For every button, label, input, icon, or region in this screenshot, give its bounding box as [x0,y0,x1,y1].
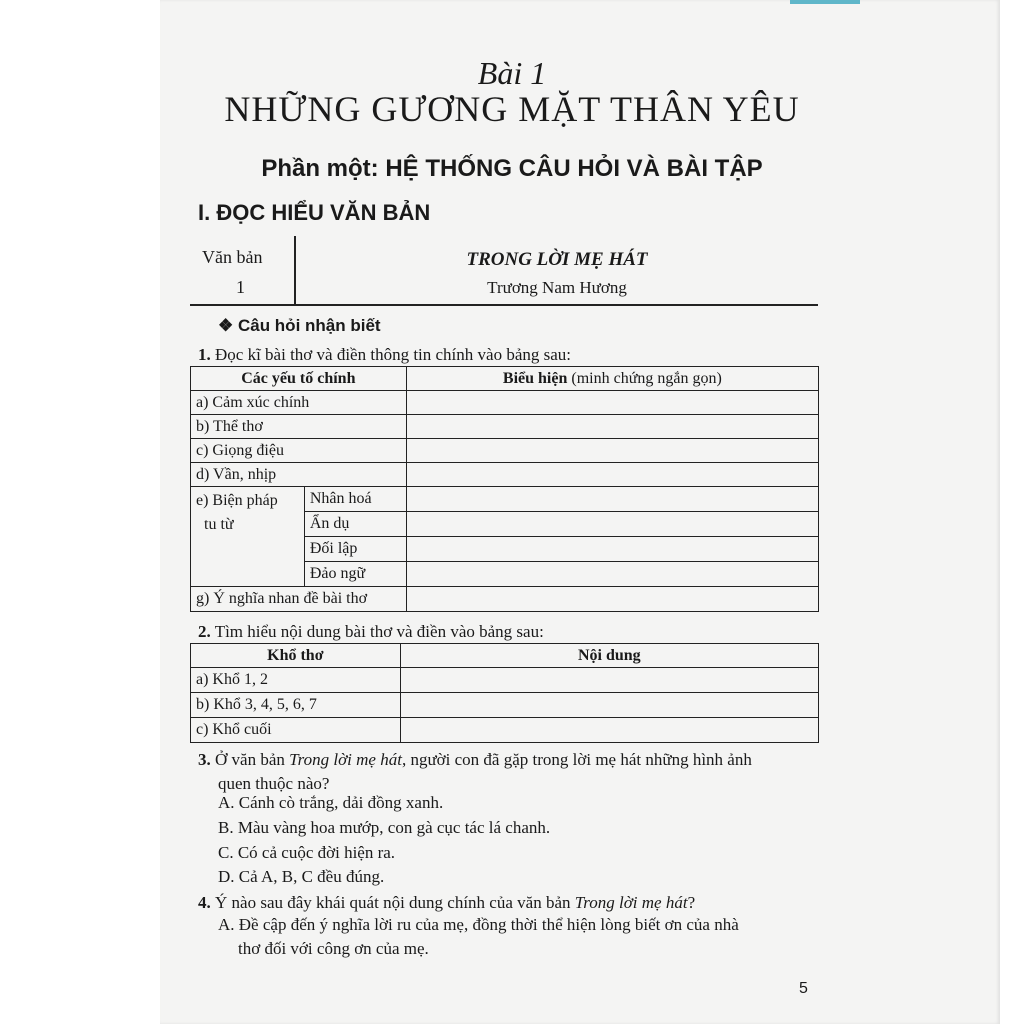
table-q1-sub-label: Nhân hoá [304,487,406,512]
outer-margin [0,0,160,1024]
question-3-line-2: quen thuộc nào? [218,774,330,793]
question-2-number: 2. [198,622,211,641]
table-q1-header-2: Biểu hiện (minh chứng ngắn gọn) [406,367,818,391]
q4-option-a-line-2: thơ đối với công ơn của mẹ. [238,939,429,958]
table-q2-row-label: a) Khổ 1, 2 [191,668,401,693]
table-q2 [190,643,819,743]
table-q1-row-label: d) Vần, nhịp [191,463,407,487]
table-q1-cell[interactable] [406,439,818,463]
question-group-heading: ❖ Câu hỏi nhận biết [218,316,381,335]
table-q1-cell[interactable] [406,512,818,537]
table-q1-row-label: c) Giọng điệu [191,439,407,463]
question-1 [198,343,571,367]
table-q1-row-label: a) Cảm xúc chính [191,391,407,415]
page-number: 5 [799,980,808,997]
q3-option-c: C. Có cả cuộc đời hiện ra. [218,843,396,862]
part-heading: Phần một: HỆ THỐNG CÂU HỎI VÀ BÀI TẬP [261,155,763,182]
table-q2-header-1: Khổ thơ [191,644,401,668]
table-q1-cell[interactable] [406,537,818,562]
q3-option-d: D. Cả A, B, C đều đúng. [218,867,385,886]
table-q2-cell[interactable] [400,718,818,743]
question-1-text: Đọc kĩ bài thơ và điền thông tin chính vào bảng sau: [215,345,572,364]
question-1-number: 1. [198,345,211,364]
text-label: Văn bản [202,247,263,267]
question-3-number: 3. [198,750,211,769]
text-title: TRONG LỜI MẸ HÁT [466,249,648,270]
table-q1-cell[interactable] [406,487,818,512]
top-accent-bar [790,0,860,4]
q4-option-a: A. Đề cập đến ý nghĩa lời ru của mẹ, đồng thời thể hiện lòng biết ơn của nhà [218,915,739,934]
table-q1-header-1: Các yếu tố chính [191,367,407,391]
table-q2-row-label: c) Khổ cuối [191,718,401,743]
table-q1-sub-label: Ẩn dụ [304,512,406,537]
table-q1-sub-label: Đảo ngữ [304,562,406,587]
table-q1-row-label: g) Ý nghĩa nhan đề bài thơ [191,587,407,612]
table-q1-sub-label: Đối lập [304,537,406,562]
table-q1-cell[interactable] [406,391,818,415]
question-2-text: Tìm hiểu nội dung bài thơ và điền vào bảng sau: [214,622,544,641]
question-4: 4. Ý nào sau đây khái quát nội dung chính của văn bản Trong lời mẹ hát? [198,893,696,912]
table-q1-cell[interactable] [406,415,818,439]
q3-option-a: A. Cánh cò trắng, dải đồng xanh. [218,793,444,812]
table-q2-row-label: b) Khổ 3, 4, 5, 6, 7 [191,693,401,718]
table-q2-cell[interactable] [400,693,818,718]
lesson-title: NHỮNG GƯƠNG MẶT THÂN YÊU [224,89,800,129]
table-q1-cell[interactable] [406,587,818,612]
table-q2-cell[interactable] [400,668,818,693]
question-2 [198,620,544,644]
section-heading: I. ĐỌC HIỂU VĂN BẢN [198,200,431,225]
q3-option-b: B. Màu vàng hoa mướp, con gà cục tác lá chanh. [218,818,551,837]
lesson-label: Bài 1 [477,55,547,91]
table-q1-cell[interactable] [406,463,818,487]
table-q2-header-2: Nội dung [400,644,818,668]
table-q1-rhetoric-label: e) Biện pháp tu từ [191,487,305,587]
question-3: 3. Ở văn bản Trong lời mẹ hát, người con đã gặp trong lời mẹ hát những hình ảnh [198,750,752,769]
text-author: Trương Nam Hương [487,278,627,297]
text-number: 1 [236,277,245,297]
table-q1-cell[interactable] [406,562,818,587]
question-4-number: 4. [198,893,211,912]
table-q1 [190,366,819,612]
table-q1-row-label: b) Thể thơ [191,415,407,439]
